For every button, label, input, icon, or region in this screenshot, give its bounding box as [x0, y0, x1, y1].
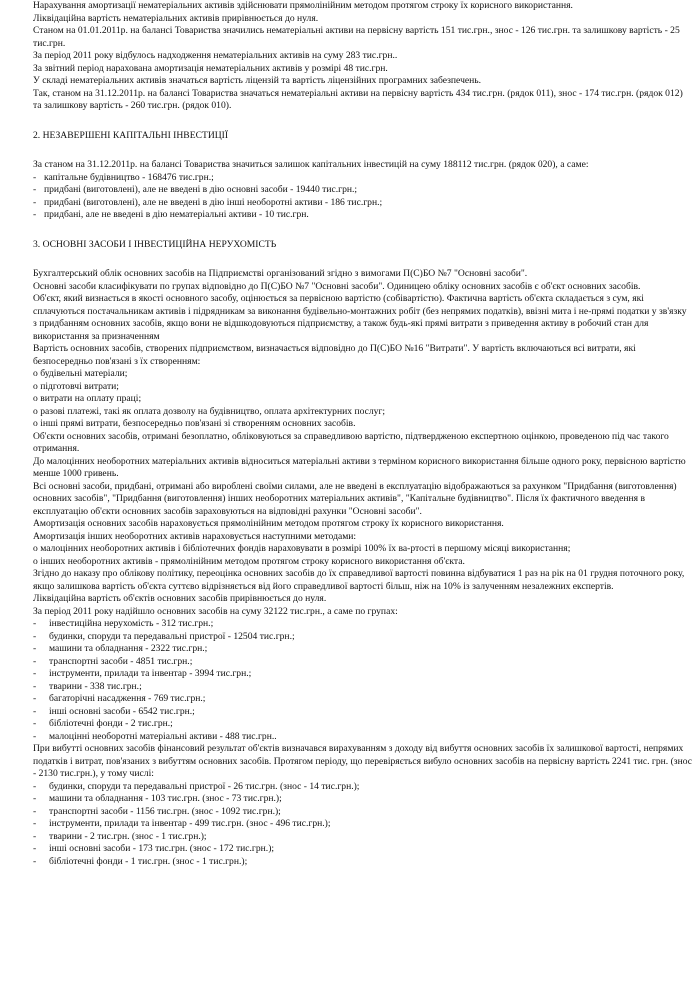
paragraph: Основні засоби класифікувати по групах відповідно до П(С)БО №7 "Основні засоби". Одиницею обліку основних засобів є об'єкт основних засобів. [33, 280, 641, 292]
paragraph: За звітний період нарахована амортизація нематеріальних активів у розмірі 48 тис.грн. [33, 62, 388, 74]
paragraph: До малоцінних необоротних матеріальних активів відноситься матеріальні активи з терміном корисного використання більше одного року, первісною вартістю менше 1000 гривень. [33, 455, 686, 479]
list-item: - інші основні засоби - 6542 тис.грн.; [33, 705, 195, 717]
paragraph: За станом на 31.12.2011р. на балансі Товариства значиться залишок капітальних інвестицій на суму 188112 тис.грн. (рядок 020), а саме: [33, 159, 589, 170]
list-item: - придбані (виготовлені), але не введені в дію основні засоби - 19440 тис.грн.; [33, 184, 358, 195]
paragraph: Нарахування амортизації нематеріальних активів здійснювати прямолінійним методом протягом строку їх корисного використання. [33, 0, 573, 11]
paragraph: Так, станом на 31.12.2011р. на балансі Товариства значаться нематеріальні активи на первісну вартість 434 тис.грн. (рядок 011), знос - 174 тис.грн. (рядок 012) та залишкову вартість - 260 тис.грн. (рядок 010). [33, 87, 683, 111]
section-heading: 3. ОСНОВНІ ЗАСОБИ І ІНВЕСТИЦІЙНА НЕРУХОМІСТЬ [33, 238, 277, 250]
list-item: - інструменти, прилади та інвентар - 3994 тис.грн.; [33, 668, 252, 679]
list-item: - будинки, споруди та передавальні пристрої - 12504 тис.грн.; [33, 630, 295, 642]
paragraph: Об'єкт, який визнається в якості основного засобу, оцінюється за первісною вартістю (собівартістю). Фактична вартість об'єкта складається з сум, які сплачуються постачальникам активів і підрядникам за виконання будівельно-монтажних робіт (без непрямих податків), ввізні мита і не-прямі податки у зв'язку з придбанням основних засобів, якщо вони не відшкодовуються підприємству, а також будь-які прямі витрати з приведення активу в робочий стан для використання за призначенням [33, 293, 687, 342]
list-item: - транспортні засоби - 4851 тис.грн.; [33, 655, 193, 667]
list-item: - інші основні засоби - 173 тис.грн. (знос - 172 тис.грн.); [33, 843, 275, 854]
list-item: о разові платежі, такі як оплата дозволу на будівництво, оплата архітектурних послуг; [33, 405, 386, 417]
list-item: - машини та обладнання - 103 тис.грн. (знос - 73 тис.грн.); [33, 793, 282, 804]
list-item: - машини та обладнання - 2322 тис.грн.; [33, 643, 208, 654]
list-item: - багаторічні насадження - 769 тис.грн.; [33, 693, 206, 704]
paragraph: Згідно до наказу про облікову політику, переоцінка основних засобів до їх справедливої вартості повинна відбуватися 1 раз на рік на 01 грудня поточного року, якщо залишкова вартість об'єкта суттєво відрізняється від його справедливої вартості більш, ніж на 10% із залученням незалежних експертів. [33, 568, 685, 592]
paragraph: При вибутті основних засобів фінансовий результат об'єктів визначався вирахуванням з доходу від вибуття основних засобів їх залишкової вартості, непрямих податків і витрат, пов'язаних з вибуттям основних засобів. Протягом періоду, що перевіряється вибуло основних засобів на первісну вартість 2241 тис. грн. (знос - 2130 тис.грн.), у тому числі: [33, 743, 693, 779]
paragraph: о інших необоротних активів - прямолінійним методом протягом строку корисного використання об'єкта. [33, 555, 465, 567]
list-item: - інструменти, прилади та інвентар - 499 тис.грн. (знос - 496 тис.грн.); [33, 818, 331, 829]
paragraph: За період 2011 року надійшло основних засобів на суму 32122 тис.грн., а саме по групах: [33, 605, 398, 617]
list-item: о підготовчі витрати; [33, 380, 119, 392]
list-item: - транспортні засоби - 1156 тис.грн. (знос - 1092 тис.грн.); [33, 805, 281, 817]
list-item: о витрати на оплату праці; [33, 393, 142, 404]
section-2-body [33, 159, 692, 222]
paragraph: У складі нематеріальних активів значаться вартість ліцензій та вартість ліцензійних програмних забезпечень. [33, 75, 482, 86]
paragraph: Амортизація інших необоротних активів нараховується наступними методами: [33, 530, 357, 542]
list-item: о будівельні матеріали; [33, 368, 128, 379]
paragraph: Амортизація основних засобів нараховується прямолінійним методом протягом строку їх корисного використання. [33, 518, 504, 529]
list-item: - тварини - 2 тис.грн. (знос - 1 тис.грн.); [33, 830, 207, 842]
paragraph: Ліквідаційна вартість нематеріальних активів прирівнюється до нуля. [33, 12, 319, 24]
list-item: - придбані (виготовлені), але не введені в дію інші необоротні активи - 186 тис.грн.; [33, 196, 383, 208]
paragraph: За період 2011 року відбулось надходження нематеріальних активів на суму 283 тис.грн.. [33, 50, 398, 61]
section-heading: 2. НЕЗАВЕРШЕНІ КАПІТАЛЬНІ ІНВЕСТИЦІЇ [33, 129, 229, 141]
list-item: - малоцінні необоротні матеріальні активи - 488 тис.грн.. [33, 730, 277, 742]
paragraph: Ліквідаційна вартість об'єктів основних засобів прирівнюється до нуля. [33, 593, 327, 604]
list-item: - придбані, але не введені в дію нематеріальні активи - 10 тис.грн. [33, 209, 309, 220]
intro-block [33, 0, 692, 113]
list-item: - бібліотечні фонди - 1 тис.грн. (знос - 1 тис.грн.); [33, 855, 248, 867]
list-item: о інші прямі витрати, безпосередньо пов'язані зі створенням основних засобів. [33, 418, 356, 429]
list-item: - бібліотечні фонди - 2 тис.грн.; [33, 718, 173, 729]
paragraph: Всі основні засоби, придбані, отримані або вироблені своїми силами, але не введені в експлуатацію відображаються за рахунком "Придбання (виготовлення) основних засобів", "Придбання (виготовлення) інших необоротних матеріальних активів", "Капітальне будівництво". Після їх фактичного введення в експлуатацію об'єкти основних засобів зараховуються на відповідні рахунки "Основні засоби". [33, 480, 677, 517]
list-item: - тварини - 338 тис.грн.; [33, 680, 142, 692]
paragraph: Вартість основних засобів, створених підприємством, визначається відповідно до П(С)БО №16 "Витрати". У вартість включаються всі витрати, які безпосередньо пов'язані з їх створенням: [33, 343, 636, 367]
list-item: - капітальне будівництво - 168476 тис.грн.; [33, 171, 214, 183]
section-3-body [33, 268, 692, 868]
paragraph: Бухгалтерський облік основних засобів на Підприємстві організований згідно з вимогами П(С)БО №7 "Основні засоби". [33, 268, 528, 279]
list-item: - будинки, споруди та передавальні пристрої - 26 тис.грн. (знос - 14 тис.грн.); [33, 780, 360, 792]
paragraph: о малоцінних необоротних активів і бібліотечних фондів нараховувати в розмірі 100% їх ва-ртості в першому місяці використання; [33, 543, 571, 554]
paragraph: Об'єкти основних засобів, отримані безоплатно, обліковуються за справедливою вартістю, підтвердженою експертною оцінкою, проведеною під час такого отримання. [33, 430, 669, 454]
list-item: - інвестиційна нерухомість - 312 тис.грн.; [33, 618, 214, 629]
paragraph: Станом на 01.01.2011р. на балансі Товариства значились нематеріальні активи на первісну вартість 151 тис.грн., знос - 126 тис.грн. та залишкову вартість - 25 тис.грн. [33, 25, 680, 49]
